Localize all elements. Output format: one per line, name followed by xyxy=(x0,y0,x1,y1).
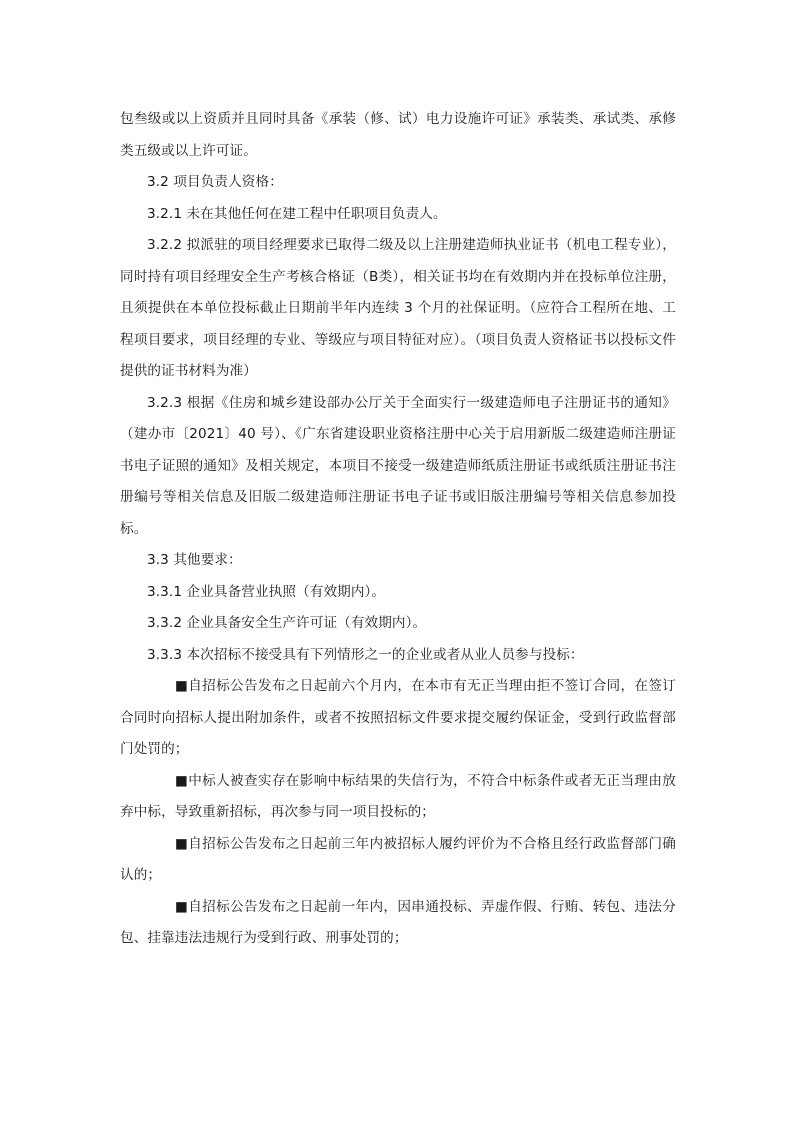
heading-3-3-other-requirements: 3.3 其他要求： xyxy=(147,552,242,568)
paragraph-3-3-1: 3.3.1 企业具备营业执照（有效期内）。 xyxy=(147,583,386,600)
heading-3-2-project-leader-qualification: 3.2 项目负责人资格： xyxy=(147,174,283,190)
paragraph-3-2-3: 3.2.3 根据《住房和城乡建设部办公厅关于全面实行一级建造师电子注册证书的通知》（建办市〔2021〕40 号）、《广东省建设职业资格注册中心关于启用新版二级建造师注册证书电子证照的通知》及相关规定，本项目不接受一级建造师纸质注册证书或纸质注册证书注册编号等相关信息及旧版二级建造师注册证书电子证书或旧版注册编号等相关信息参加投标。 xyxy=(120,394,676,537)
paragraph-3-3-2: 3.3.2 企业具备安全生产许可证（有效期内）。 xyxy=(147,615,427,631)
paragraph-qualification-continued: 包叁级或以上资质并且同时具备《承装（修、试）电力设施许可证》承装类、承试类、承修类五级或以上许可证。 xyxy=(120,111,676,159)
paragraph-3-2-2: 3.2.2 拟派驻的项目经理要求已取得二级及以上注册建造师执业证书（机电工程专业），同时持有项目经理安全生产考核合格证（B类），相关证书均在有效期内并在投标单位注册，且须提供在本单位投标截止日期前半年内连续 3 个月的社保证明。（应符合工程所在地、工程项目要求，项目经理的专业、等级应与项目特征对应）。（项目负责人资格证书以投标文件提供的证书材料为准） xyxy=(120,237,676,379)
document-body xyxy=(120,104,676,955)
bullet-item-penalized-violations: ■自招标公告发布之日起前一年内，因串通投标、弄虚作假、行贿、转包、违法分包、挂靠违法违规行为受到行政、刑事处罚的； xyxy=(120,898,676,946)
paragraph-3-2-1: 3.2.1 未在其他任何在建工程中任职项目负责人。 xyxy=(147,205,447,222)
paragraph-3-3-3: 3.3.3 本次招标不接受具有下列情形之一的企业或者从业人员参与投标： xyxy=(147,646,584,663)
bullet-item-unqualified-performance: ■自招标公告发布之日起前三年内被招标人履约评价为不合格且经行政监督部门确认的； xyxy=(120,835,676,883)
bullet-item-dishonest-bidder: ■中标人被查实存在影响中标结果的失信行为，不符合中标条件或者无正当理由放弃中标，导致重新招标，再次参与同一项目投标的； xyxy=(120,772,676,820)
bullet-item-contract-refusal: ■自招标公告发布之日起前六个月内，在本市有无正当理由拒不签订合同，在签订合同时向招标人提出附加条件，或者不按照招标文件要求提交履约保证金，受到行政监督部门处罚的； xyxy=(120,678,676,757)
